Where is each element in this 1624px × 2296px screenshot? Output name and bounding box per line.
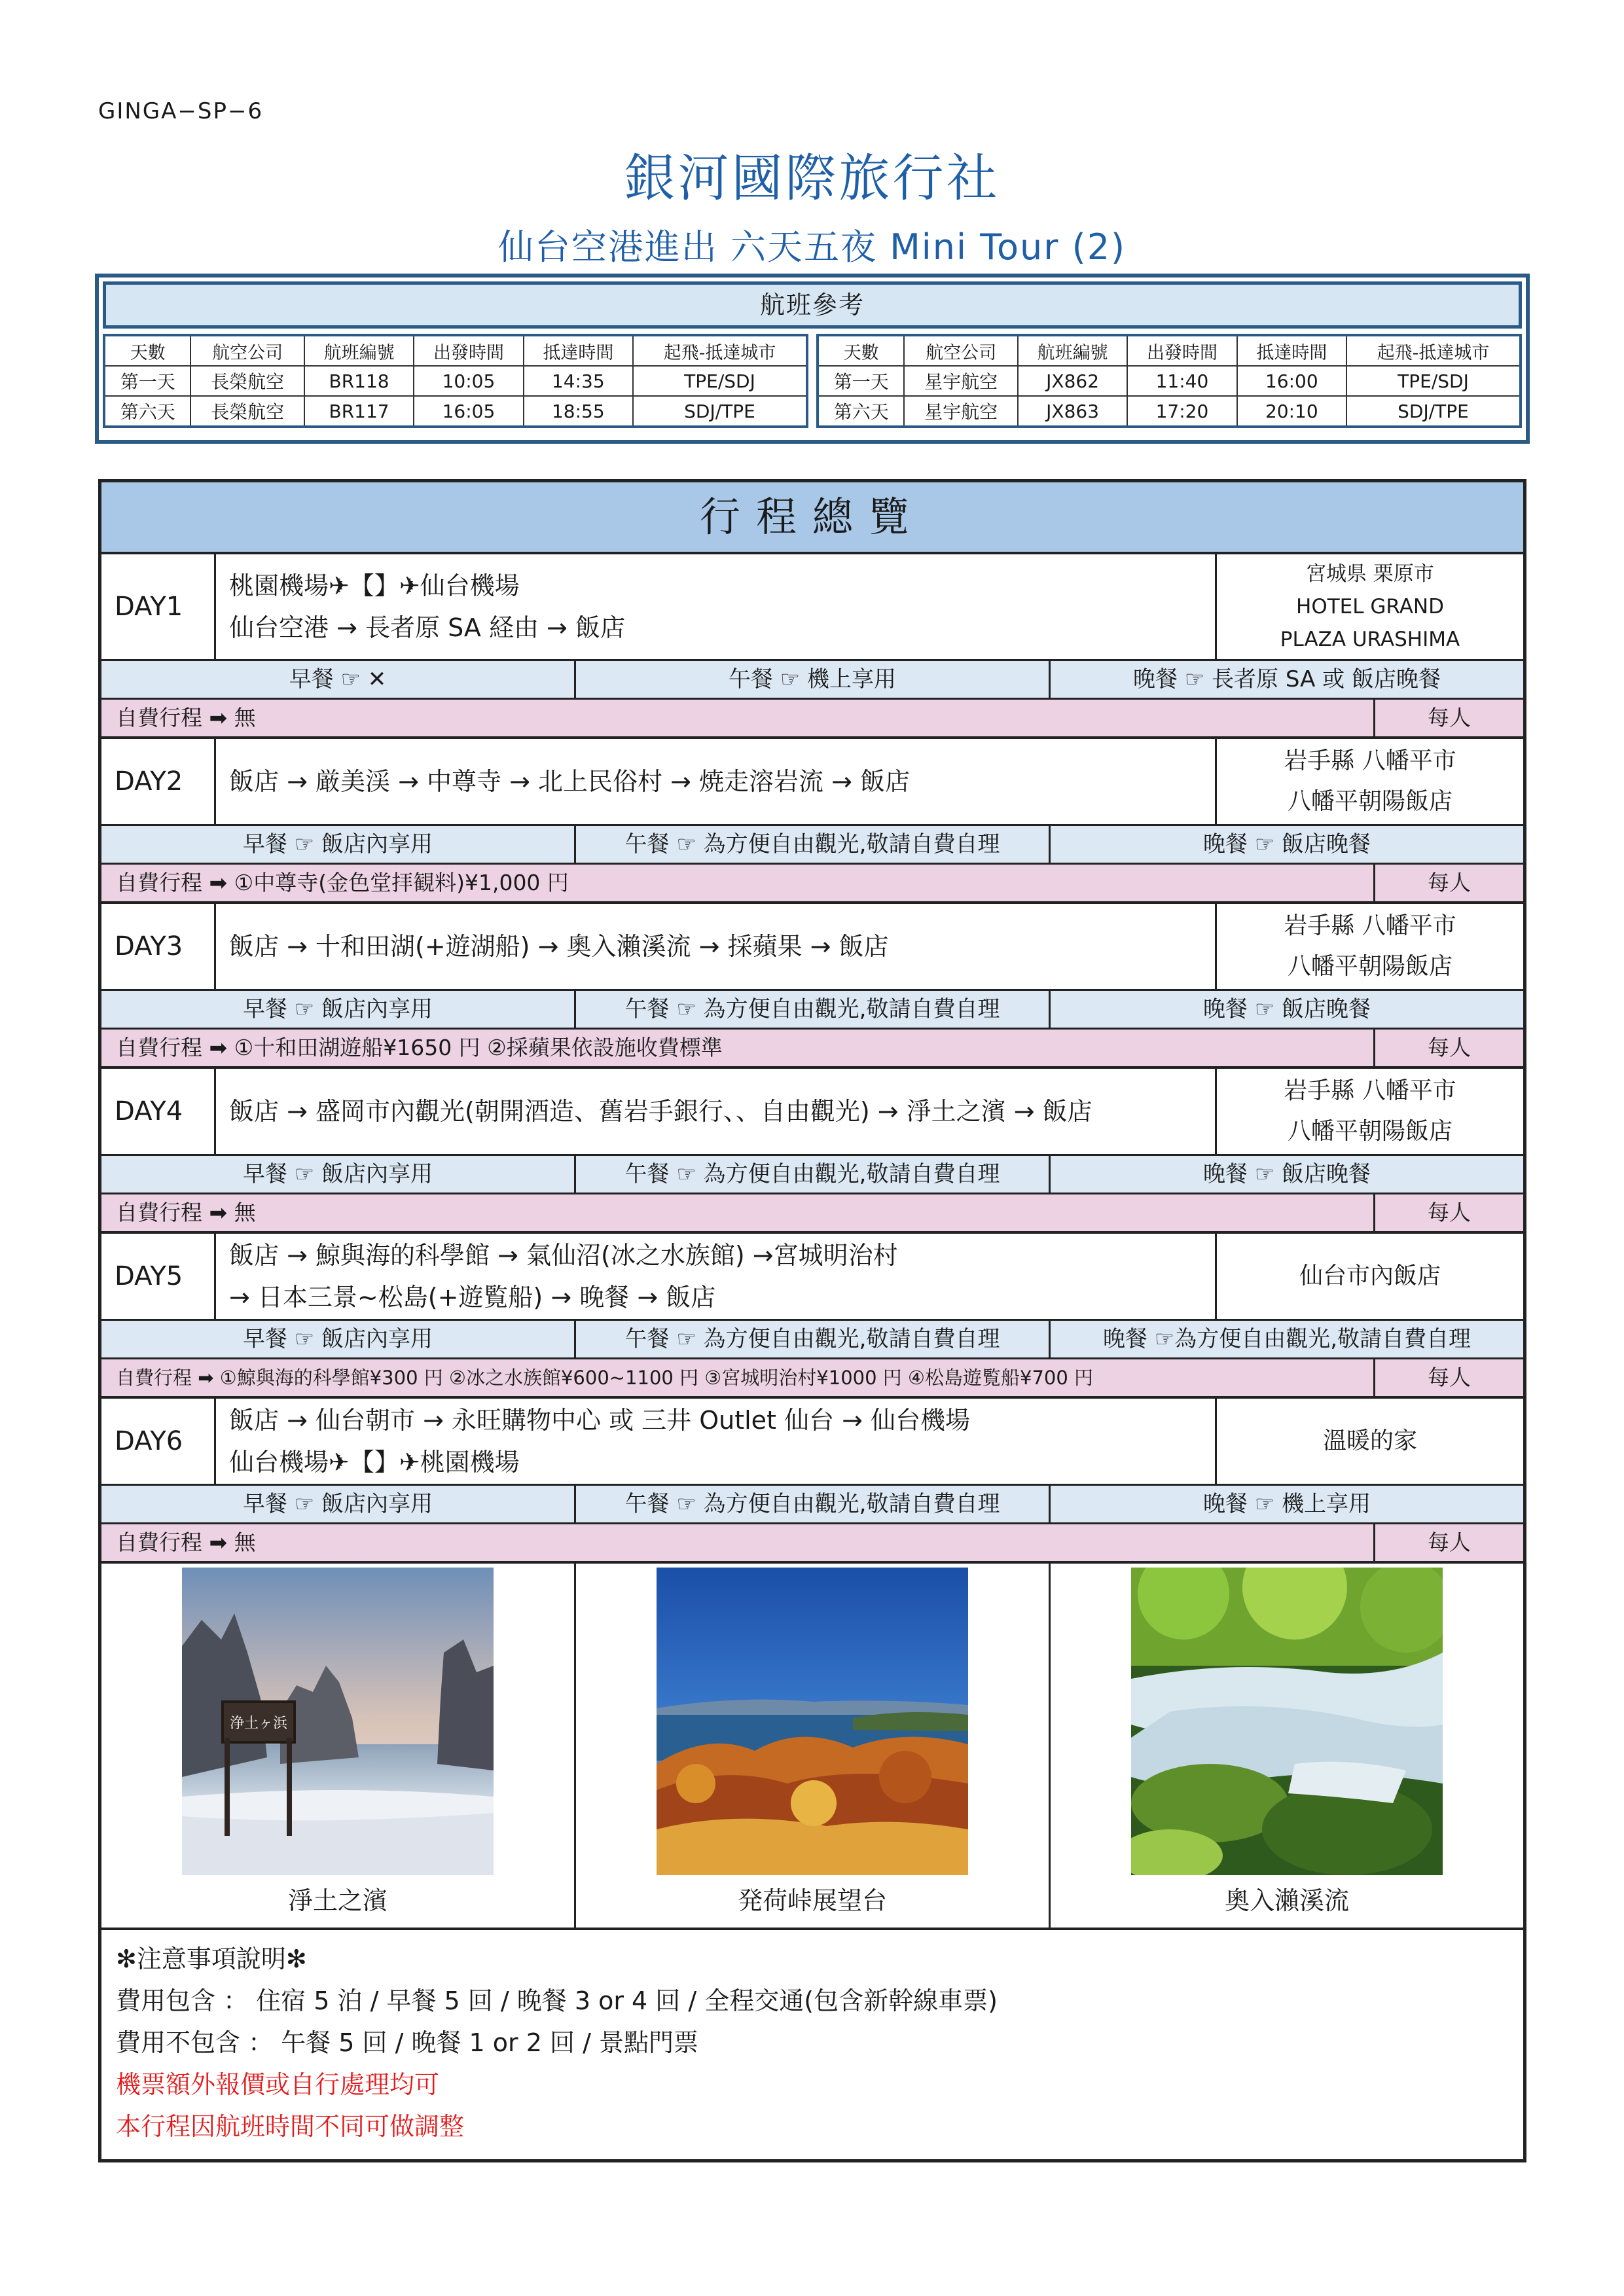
optional-text: 自費行程 ➡ ①中尊寺(金色堂拝観料)¥1,000 円 <box>116 870 569 895</box>
header-cell: 航空公司 <box>904 335 1017 366</box>
table-cell: 20:10 <box>1237 396 1346 427</box>
hakka-pass-photo <box>657 1568 968 1875</box>
table-cell: 長榮航空 <box>190 396 304 427</box>
day-route <box>216 1234 1217 1319</box>
flight-reference-heading: 航班參考 <box>103 281 1522 329</box>
route-line: 飯店 → 厳美渓 → 中尊寺 → 北上民俗村 → 焼走溶岩流 → 飯店 <box>229 767 910 796</box>
hotel-line: PLAZA URASHIMA <box>1280 628 1460 651</box>
optional-row <box>101 1194 1523 1234</box>
itinerary-table <box>98 479 1526 2162</box>
flight-table-starlux <box>816 334 1522 428</box>
lunch-cell: 午餐 ☞ 為方便自由觀光,敬請自費自理 <box>574 1486 1049 1522</box>
day-label: DAY3 <box>101 904 216 989</box>
hotel-line: HOTEL GRAND <box>1296 595 1444 619</box>
optional-text: 自費行程 ➡ 無 <box>116 705 256 730</box>
table-row <box>818 396 1521 427</box>
header-cell: 天數 <box>818 335 904 366</box>
lunch-cell: 午餐 ☞ 為方便自由觀光,敬請自費自理 <box>574 1156 1049 1193</box>
optional-row <box>101 1524 1523 1564</box>
note-red-1: 機票額外報價或自行處理均可 <box>116 2070 440 2099</box>
hotel-line: 岩手縣 八幡平市 <box>1284 747 1456 774</box>
header-cell: 航班編號 <box>1018 335 1127 366</box>
day-row-2 <box>101 739 1523 826</box>
table-cell: SDJ/TPE <box>1346 396 1521 427</box>
optional-row <box>101 1030 1523 1069</box>
day-label: DAY4 <box>101 1069 216 1154</box>
table-cell: 第六天 <box>104 396 190 427</box>
per-person-label: 每人 <box>1373 700 1523 736</box>
table-cell: BR118 <box>304 366 414 396</box>
itinerary-heading: 行程總覽 <box>101 482 1523 554</box>
meal-row <box>101 1486 1523 1524</box>
header-cell: 天數 <box>104 335 190 366</box>
per-person-label: 每人 <box>1373 1524 1523 1561</box>
hotel-line: 仙台市內飯店 <box>1299 1263 1441 1289</box>
table-cell: 長榮航空 <box>190 366 304 396</box>
day-hotel <box>1217 1069 1523 1154</box>
table-cell: TPE/SDJ <box>1346 366 1521 396</box>
table-cell: 14:35 <box>524 366 633 396</box>
breakfast-cell: 早餐 ☞ 飯店內享用 <box>242 1491 433 1517</box>
hotel-line: 岩手縣 八幡平市 <box>1284 1077 1456 1104</box>
dinner-cell: 晚餐 ☞ 飯店晚餐 <box>1049 1156 1523 1193</box>
route-line: 桃園機場✈【】✈仙台機場 <box>229 571 520 600</box>
route-line: → 日本三景~松島(+遊覧船) → 晚餐 → 飯店 <box>229 1283 716 1312</box>
page-title: 銀河國際旅行社 <box>624 149 1000 208</box>
breakfast-cell: 早餐 ☞ 飯店內享用 <box>242 996 433 1022</box>
jodogahama-photo <box>182 1568 494 1875</box>
header-cell: 航空公司 <box>190 335 304 366</box>
table-cell: 星宇航空 <box>904 366 1017 396</box>
breakfast-cell: 早餐 ☞ ✕ <box>289 666 387 692</box>
photo-cell-oirase <box>1049 1564 1523 1928</box>
header-cell: 起飛-抵達城市 <box>1346 335 1521 366</box>
meal-row <box>101 1321 1523 1359</box>
hotel-line: 宮城県 栗原市 <box>1306 562 1434 586</box>
day-hotel <box>1217 904 1523 989</box>
table-cell: 17:20 <box>1127 396 1236 427</box>
fee-excluded: 費用不包含 ： 午餐 5 回 / 晚餐 1 or 2 回 / 景點門票 <box>116 2028 698 2057</box>
route-line: 飯店 → 仙台朝市 → 永旺購物中心 或 三井 Outlet 仙台 → 仙台機場 <box>229 1406 971 1435</box>
optional-text: 自費行程 ➡ 無 <box>116 1200 256 1225</box>
photo-caption: 淨土之濱 <box>287 1886 388 1915</box>
route-line: 仙台機場✈【】✈桃園機場 <box>229 1448 520 1477</box>
day-label: DAY2 <box>101 739 216 824</box>
photo-caption: 発荷峠展望台 <box>737 1886 887 1915</box>
optional-row <box>101 1359 1523 1399</box>
breakfast-cell: 早餐 ☞ 飯店內享用 <box>242 1161 433 1187</box>
day-row-3 <box>101 904 1523 991</box>
meal-row <box>101 826 1523 865</box>
dinner-cell: 晚餐 ☞ 長者原 SA 或 飯店晚餐 <box>1049 661 1523 698</box>
table-cell: 第一天 <box>104 366 190 396</box>
optional-text: 自費行程 ➡ ①鯨與海的科學館¥300 円 ②冰之水族館¥600~1100 円 ③宮城明治村¥1000 円 ④松島遊覧船¥700 円 <box>116 1367 1094 1389</box>
header-cell: 抵達時間 <box>1237 335 1346 366</box>
day-label: DAY1 <box>101 554 216 659</box>
breakfast-cell: 早餐 ☞ 飯店內享用 <box>242 831 433 857</box>
table-cell: 第一天 <box>818 366 904 396</box>
day-route <box>216 1069 1217 1154</box>
photo-row <box>101 1564 1523 1930</box>
photo-caption: 奧入瀨溪流 <box>1224 1886 1349 1915</box>
day-route <box>216 904 1217 989</box>
per-person-label: 每人 <box>1373 1030 1523 1066</box>
optional-text: 自費行程 ➡ ①十和田湖遊船¥1650 円 ②採蘋果依設施收費標準 <box>116 1035 723 1060</box>
table-cell: TPE/SDJ <box>633 366 807 396</box>
day-label: DAY6 <box>101 1399 216 1484</box>
table-cell: JX863 <box>1018 396 1127 427</box>
day-hotel <box>1217 1234 1523 1319</box>
day-label: DAY5 <box>101 1234 216 1319</box>
table-row <box>818 366 1521 396</box>
dinner-cell: 晚餐 ☞ 飯店晚餐 <box>1049 826 1523 863</box>
dinner-cell: 晚餐 ☞ 機上享用 <box>1049 1486 1523 1522</box>
table-cell: 16:05 <box>414 396 523 427</box>
day-row-5 <box>101 1234 1523 1321</box>
flight-reference-box <box>95 274 1530 444</box>
lunch-cell: 午餐 ☞ 為方便自由觀光,敬請自費自理 <box>574 1321 1049 1357</box>
day-route <box>216 554 1217 659</box>
day-route <box>216 1399 1217 1484</box>
notes-heading: ✻注意事項說明✻ <box>116 1945 307 1973</box>
route-line: 飯店 → 盛岡市內觀光(朝開酒造、舊岩手銀行、、自由觀光) → 淨土之濱 → 飯店 <box>229 1097 1092 1126</box>
route-line: 飯店 → 鯨與海的科學館 → 氣仙沼(冰之水族館) →宮城明治村 <box>229 1241 898 1270</box>
hotel-line: 溫暖的家 <box>1322 1427 1417 1454</box>
table-row <box>104 396 807 427</box>
lunch-cell: 午餐 ☞ 機上享用 <box>574 661 1049 698</box>
route-line: 飯店 → 十和田湖(+遊湖船) → 奧入瀨溪流 → 採蘋果 → 飯店 <box>229 932 889 961</box>
dinner-cell: 晚餐 ☞為方便自由觀光,敬請自費自理 <box>1049 1321 1523 1357</box>
header-cell: 出發時間 <box>414 335 523 366</box>
day-hotel <box>1217 739 1523 824</box>
day-route <box>216 739 1217 824</box>
hotel-line: 八幡平朝陽飯店 <box>1287 1118 1453 1145</box>
table-cell: 10:05 <box>414 366 523 396</box>
photo-cell-jodogahama <box>101 1564 574 1928</box>
oirase-photo <box>1131 1568 1443 1875</box>
table-cell: SDJ/TPE <box>633 396 807 427</box>
table-cell: JX862 <box>1018 366 1127 396</box>
header-cell: 航班編號 <box>304 335 414 366</box>
table-header-row <box>104 335 807 366</box>
per-person-label: 每人 <box>1373 1194 1523 1231</box>
notes-section <box>101 1930 1523 2159</box>
fee-included: 費用包含 ： 住宿 5 泊 / 早餐 5 回 / 晚餐 3 or 4 回 / 全程交通(包含新幹線車票) <box>116 1986 998 2015</box>
table-cell: BR117 <box>304 396 414 427</box>
day-hotel <box>1217 554 1523 659</box>
meal-row <box>101 991 1523 1030</box>
day-hotel <box>1217 1399 1523 1484</box>
flight-table-eva <box>103 334 808 428</box>
note-red-2: 本行程因航班時間不同可做調整 <box>116 2112 465 2141</box>
hotel-line: 八幡平朝陽飯店 <box>1287 953 1453 980</box>
document-code: GINGA−SP−6 <box>98 98 264 124</box>
hotel-line: 岩手縣 八幡平市 <box>1284 912 1456 939</box>
header-cell: 起飛-抵達城市 <box>633 335 807 366</box>
table-header-row <box>818 335 1521 366</box>
page-subtitle: 仙台空港進出 六天五夜 Mini Tour (2) <box>497 226 1127 268</box>
photo-sign-text: 浄土ヶ浜 <box>229 1715 288 1732</box>
table-cell: 16:00 <box>1237 366 1346 396</box>
meal-row <box>101 661 1523 700</box>
day-row-4 <box>101 1069 1523 1156</box>
lunch-cell: 午餐 ☞ 為方便自由觀光,敬請自費自理 <box>574 826 1049 863</box>
table-row <box>104 366 807 396</box>
photo-cell-hakka-pass <box>574 1564 1049 1928</box>
per-person-label: 每人 <box>1373 865 1523 901</box>
table-cell: 18:55 <box>524 396 633 427</box>
table-cell: 第六天 <box>818 396 904 427</box>
meal-row <box>101 1156 1523 1194</box>
day-row-6 <box>101 1399 1523 1486</box>
breakfast-cell: 早餐 ☞ 飯店內享用 <box>242 1326 433 1352</box>
optional-text: 自費行程 ➡ 無 <box>116 1530 256 1555</box>
day-row-1 <box>101 554 1523 661</box>
table-cell: 11:40 <box>1127 366 1236 396</box>
dinner-cell: 晚餐 ☞ 飯店晚餐 <box>1049 991 1523 1028</box>
optional-row <box>101 700 1523 739</box>
route-line: 仙台空港 → 長者原 SA 経由 → 飯店 <box>229 613 625 642</box>
header-cell: 抵達時間 <box>524 335 633 366</box>
lunch-cell: 午餐 ☞ 為方便自由觀光,敬請自費自理 <box>574 991 1049 1028</box>
header-cell: 出發時間 <box>1127 335 1236 366</box>
optional-row <box>101 865 1523 904</box>
table-cell: 星宇航空 <box>904 396 1017 427</box>
per-person-label: 每人 <box>1373 1359 1523 1396</box>
hotel-line: 八幡平朝陽飯店 <box>1287 788 1453 815</box>
